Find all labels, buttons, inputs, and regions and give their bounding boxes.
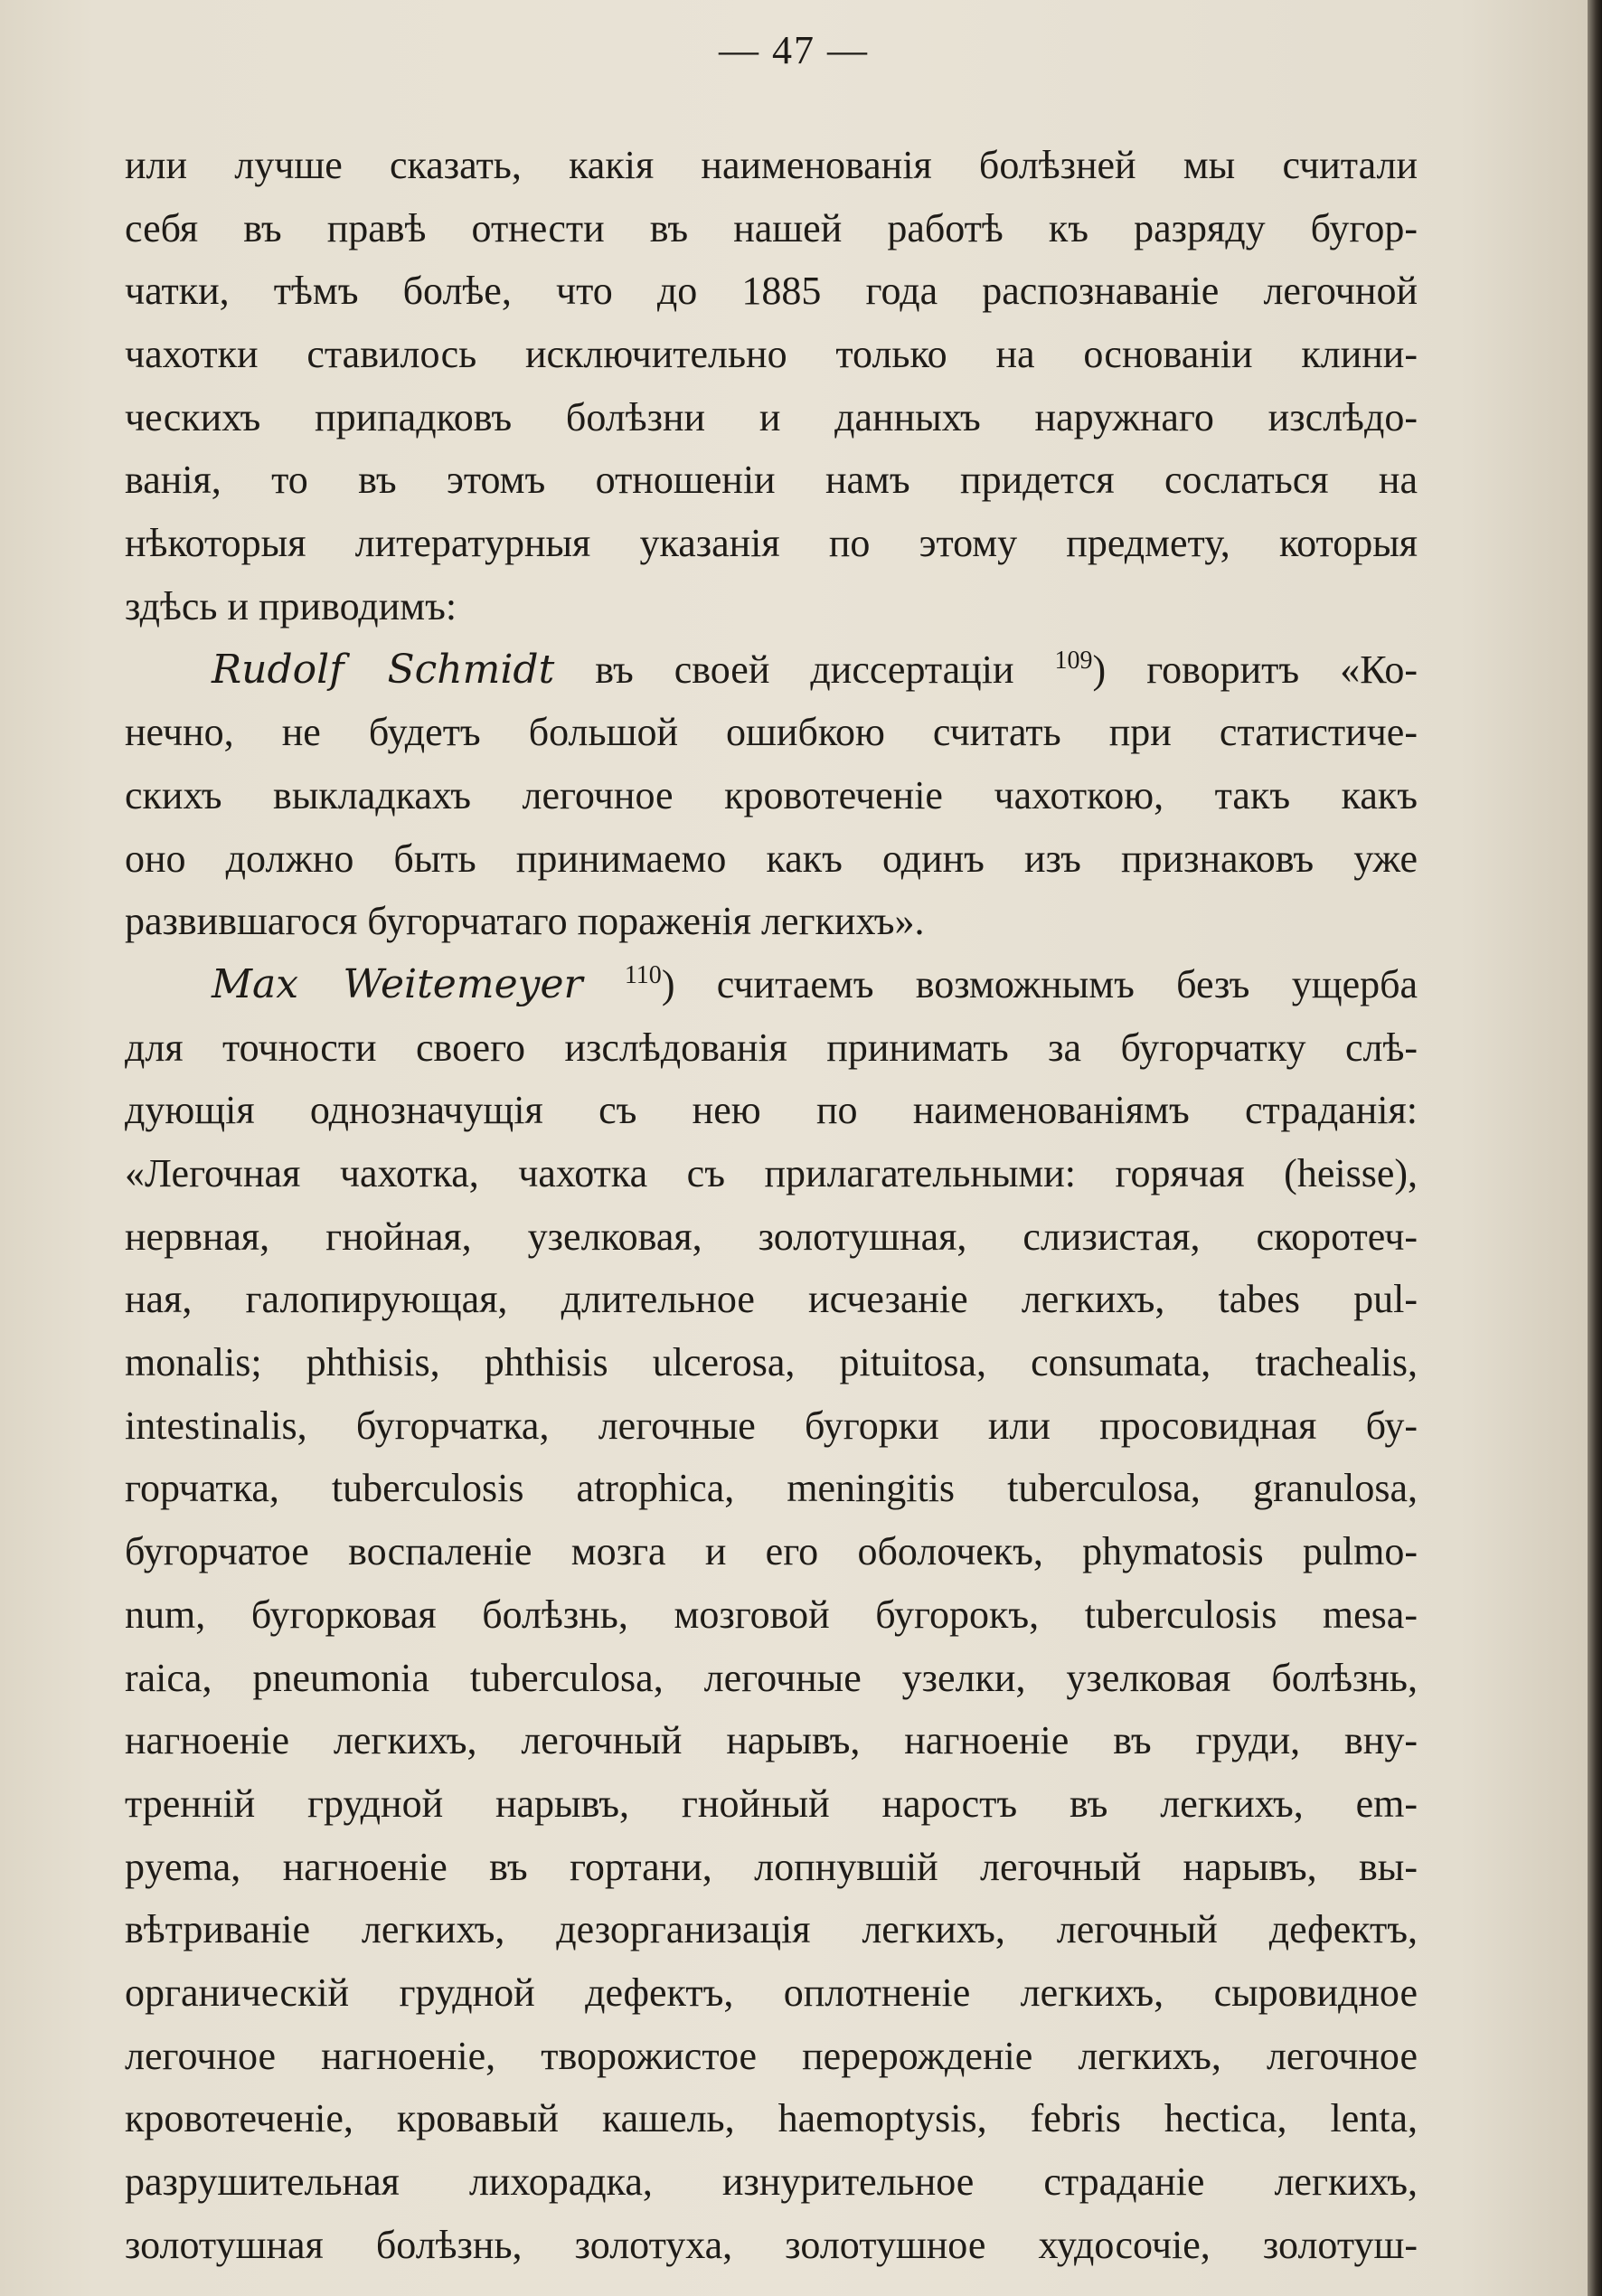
text-line: «Легочная чахотка, чахотка съ прилагательными: горячая (heisse), [125, 1151, 1418, 1195]
paragraph-first-line [125, 953, 1418, 1016]
body-text [125, 134, 1418, 2276]
text-line: pyema, нагноеніе въ гортани, лопнувшій легочный нарывъ, вы- [125, 1844, 1418, 1889]
text-line: чатки, тѣмъ болѣе, что до 1885 года распознаваніе легочной [125, 269, 1418, 314]
text-line: тренній грудной нарывъ, гнойный наростъ въ легкихъ, em- [125, 1781, 1418, 1826]
text-line: нечно, не будетъ большой ошибкою считать при статистиче- [125, 710, 1418, 755]
text-line: num, бугорковая болѣзнь, мозговой бугорокъ, tuberculosis mesa- [125, 1592, 1418, 1637]
text-span: въ своей диссертаціи [595, 647, 1014, 692]
page-number: — 47 — [719, 28, 869, 72]
text-line: ная, галопирующая, длительное исчезаніе легкихъ, tabes pul- [125, 1277, 1418, 1322]
text-line: вѣтриваніе легкихъ, дезорганизація легкихъ, легочный дефектъ, [125, 1907, 1418, 1952]
text-line: для точности своего изслѣдованія принимать за бугорчатку слѣ- [125, 1025, 1418, 1070]
text-line: дующія однозначущія съ нею по наименованіямъ страданія: [125, 1088, 1418, 1133]
text-line: горчатка, tuberculosis atrophica, meningitis tuberculosa, granulosa, [125, 1466, 1418, 1511]
text-line: нервная, гнойная, узелковая, золотушная, слизистая, скоротеч- [125, 1214, 1418, 1259]
text-line: золотушная болѣзнь, золотуха, золотушное худосочіе, золотуш- [125, 2222, 1418, 2267]
text-line: разрушительная лихорадка, изнурительное страданіе легкихъ, [125, 2159, 1418, 2204]
text-line: или лучше сказать, какія наименованія болѣзней мы считали [125, 143, 1418, 187]
text-line: нагноеніе легкихъ, легочный нарывъ, нагноеніе въ груди, вну- [125, 1718, 1418, 1763]
footnote-ref: 109 [1054, 646, 1093, 675]
page-edge-shadow [1588, 0, 1602, 2296]
text-line: monalis; phthisis, phthisis ulcerosa, pituitosa, consumata, trachealis, [125, 1340, 1418, 1385]
author-name: Rudolf Schmidt [212, 646, 555, 693]
text-line: ческихъ припадковъ болѣзни и данныхъ наружнаго изслѣдо- [125, 394, 1418, 439]
text-span: ) говоритъ «Ко- [1092, 647, 1418, 692]
text-line: ванія, то въ этомъ отношеніи намъ придется сослаться на [125, 458, 1418, 503]
text-line: скихъ выкладкахъ легочное кровотеченіе чахоткою, такъ какъ [125, 772, 1418, 817]
text-line: бугорчатое воспаленіе мозга и его оболочекъ, phymatosis pulmo- [125, 1529, 1418, 1574]
text-line: здѣсь и приводимъ: [125, 583, 457, 628]
text-line: кровотеченіе, кровавый кашель, haemoptysis, febris hectica, lenta, [125, 2096, 1418, 2141]
text-line: raica, pneumonia tuberculosa, легочные узелки, узелковая болѣзнь, [125, 1655, 1418, 1700]
text-line: нѣкоторыя литературныя указанія по этому предмету, которыя [125, 521, 1418, 566]
text-line: легочное нагноеніе, творожистое перерожденіе легкихъ, легочное [125, 2033, 1418, 2078]
text-line: органическій грудной дефектъ, оплотненіе легкихъ, сыровидное [125, 1970, 1418, 2015]
text-line: чахотки ставилось исключительно только на основаніи клини- [125, 332, 1418, 377]
text-span: ) считаемъ возможнымъ безъ ущерба [661, 961, 1418, 1006]
author-name: Max Weitemeyer [212, 960, 583, 1007]
footnote-ref: 110 [624, 960, 662, 989]
paragraph-first-line [125, 638, 1418, 702]
text-line: развившагося бугорчатаго пораженія легкихъ». [125, 899, 925, 944]
text-line: оно должно быть принимаемо какъ одинъ изъ признаковъ уже [125, 836, 1418, 881]
text-line: intestinalis, бугорчатка, легочные бугорки или просовидная бу- [125, 1403, 1418, 1448]
text-line: себя въ правѣ отнести въ нашей работѣ къ разряду бугор- [125, 205, 1418, 250]
